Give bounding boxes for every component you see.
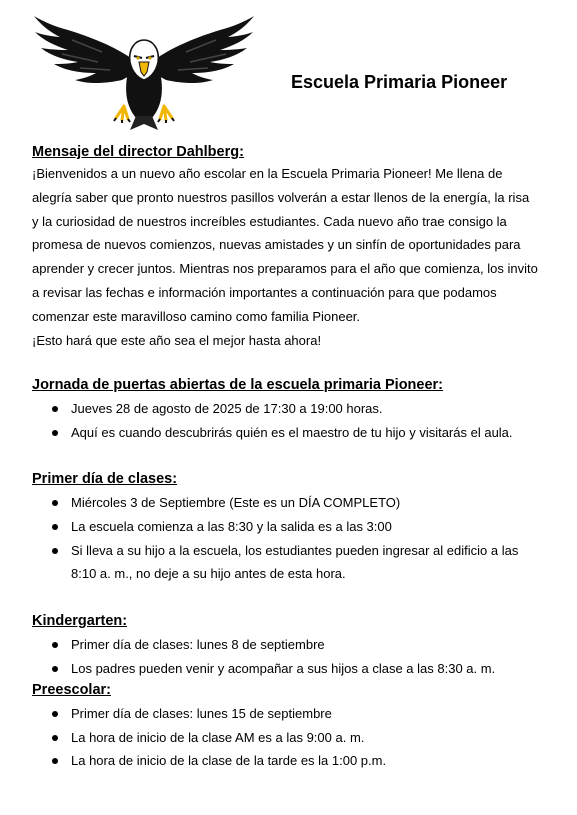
- message-line: promesa de nuevos comienzos, nuevas amistades y un sinfín de oportunidades para: [32, 237, 521, 253]
- bullet-icon: [52, 666, 58, 672]
- bullet-icon: [52, 735, 58, 741]
- bullet-icon: [52, 524, 58, 530]
- bullet-icon: [52, 711, 58, 717]
- list-item: La hora de inicio de la clase de la tarde es la 1:00 p.m.: [32, 749, 557, 773]
- bullet-icon: [52, 548, 58, 554]
- open-house-list: [32, 397, 557, 445]
- list-item: Primer día de clases: lunes 15 de septiembre: [32, 702, 557, 726]
- message-line: ¡Bienvenidos a un nuevo año escolar en la Escuela Primaria Pioneer! Me llena de: [32, 166, 503, 181]
- kindergarten-section: [32, 612, 557, 681]
- list-item: Primer día de clases: lunes 8 de septiembre: [32, 633, 557, 657]
- kindergarten-heading: Kindergarten:: [32, 613, 128, 630]
- open-house-section: [32, 376, 557, 445]
- preschool-list: [32, 702, 557, 773]
- message-line: a revisar las fechas e información importantes a continuación para que podamos: [32, 284, 497, 300]
- message-line: comenzar este maravilloso camino como familia Pioneer.: [32, 308, 361, 324]
- bullet-icon: [52, 500, 58, 506]
- bullet-icon: [52, 642, 58, 648]
- list-item: Si lleva a su hijo a la escuela, los estudiantes pueden ingresar al edificio a las 8:10 a. m., no deje a su hijo antes de esta hora.: [32, 539, 557, 587]
- preschool-section: [32, 681, 557, 773]
- eagle-mascot-icon: [32, 10, 256, 130]
- list-item: Aquí es cuando descubrirás quién es el maestro de tu hijo y visitarás el aula.: [32, 421, 557, 445]
- preschool-heading: Preescolar:: [32, 681, 111, 698]
- list-item: La escuela comienza a las 8:30 y la salida es a las 3:00: [32, 515, 557, 539]
- bullet-icon: [52, 406, 58, 412]
- list-item: Jueves 28 de agosto de 2025 de 17:30 a 19:00 horas.: [32, 397, 557, 421]
- list-item: Los padres pueden venir y acompañar a sus hijos a clase a las 8:30 a. m.: [32, 657, 557, 681]
- first-day-heading: Primer día de clases:: [32, 470, 178, 487]
- bullet-icon: [52, 758, 58, 764]
- bullet-icon: [52, 430, 58, 436]
- principal-message-section: [32, 143, 557, 352]
- newsletter-content: [32, 143, 557, 773]
- message-line: alegría saber que pronto nuestros pasillos volverán a estar llenos de la energía, la risa: [32, 189, 530, 205]
- first-day-list: [32, 491, 557, 586]
- open-house-heading: Jornada de puertas abiertas de la escuela primaria Pioneer:: [32, 377, 444, 394]
- principal-message-heading: Mensaje del director Dahlberg:: [32, 144, 244, 160]
- kindergarten-list: [32, 633, 557, 681]
- principal-message-body: [32, 162, 557, 352]
- message-line: ¡Esto hará que este año sea el mejor hasta ahora!: [32, 332, 322, 348]
- eagle-logo: [32, 10, 256, 130]
- first-day-section: [32, 470, 557, 586]
- list-item: La hora de inicio de la clase AM es a las 9:00 a. m.: [32, 726, 557, 750]
- list-item: Miércoles 3 de Septiembre (Este es un DÍA COMPLETO): [32, 491, 557, 515]
- school-name-title: Escuela Primaria Pioneer: [291, 72, 508, 92]
- message-line: y la curiosidad de nuestros increíbles estudiantes. Cada nuevo año trae consigo la: [32, 213, 507, 229]
- message-line: aprender y crecer juntos. Mientras nos preparamos para el año que comienza, los invito: [32, 261, 538, 277]
